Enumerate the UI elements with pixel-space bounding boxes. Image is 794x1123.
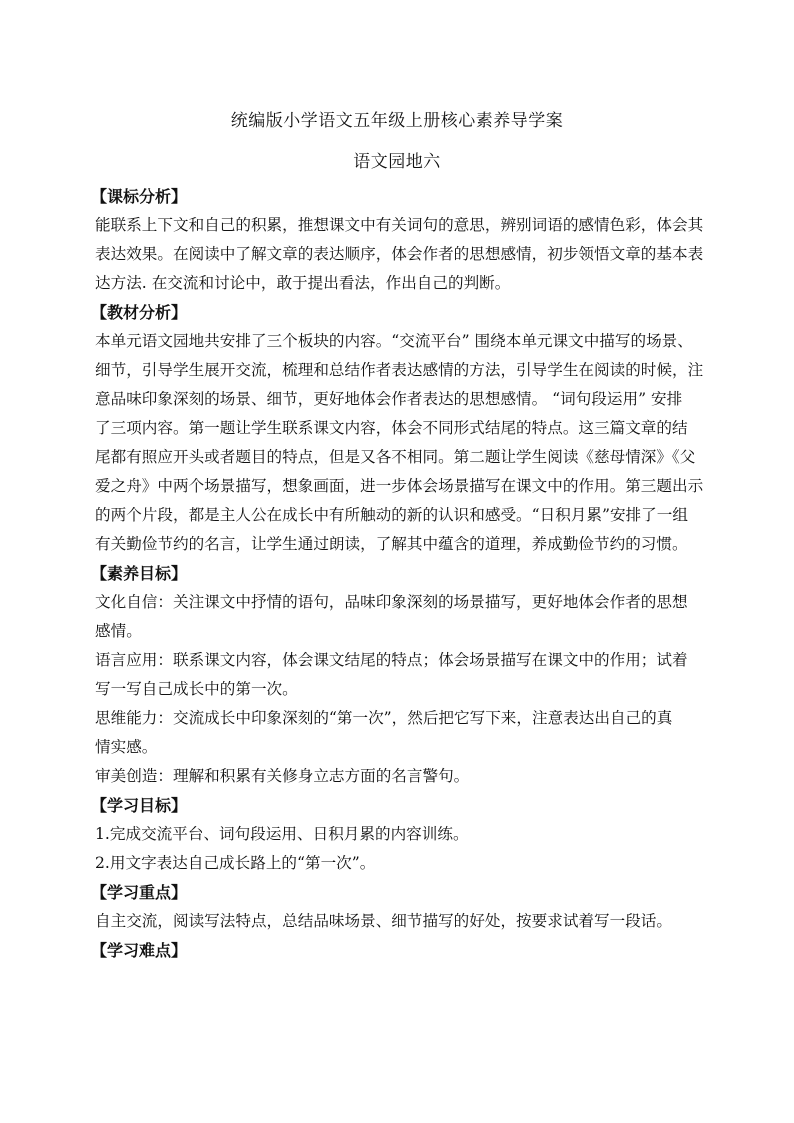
paragraph-line: 了三项内容。第一题让学生联系课文内容，体会不同形式结尾的特点。这三篇文章的结: [95, 419, 688, 437]
section-heading: 【教材分析】: [91, 303, 188, 322]
section-heading: 【课标分析】: [91, 187, 188, 206]
paragraph-line: 自主交流，阅读写法特点，总结品味场景、细节描写的好处，按要求试着写一段话。: [95, 912, 672, 930]
paragraph-line: 达方法. 在交流和讨论中，敢于提出看法，作出自己的判断。: [95, 274, 511, 292]
paragraph-line: 表达效果。在阅读中了解文章的表达顺序，体会作者的思想感情，初步领悟文章的基本表: [95, 245, 704, 263]
paragraph-line: 写一写自己成长中的第一次。: [95, 680, 298, 698]
section-heading: 【素养目标】: [91, 564, 188, 583]
section-heading: 【学习难点】: [91, 941, 188, 960]
paragraph-line: 尾都有照应开头或者题目的特点，但是又各不相同。第二题让学生阅读《慈母情深》《父: [95, 448, 696, 466]
document-subtitle: 语文园地六: [353, 152, 441, 172]
paragraph-line: 审美创造：理解和积累有关修身立志方面的名言警句。: [95, 767, 470, 785]
section-paragraph: [95, 820, 705, 878]
paragraph-line: 能联系上下文和自己的积累，推想课文中有关词句的意思，辨别词语的感情色彩，体会其: [95, 216, 704, 234]
section-learning-goals: [91, 791, 705, 878]
section-paragraph: [95, 327, 705, 559]
section-paragraph: [95, 211, 705, 298]
document-title: 统编版小学语文五年级上册核心素养导学案: [230, 111, 564, 131]
paragraph-line: 2.用文字表达自己成长路上的“第一次”。: [95, 854, 376, 872]
section-heading: 【学习重点】: [91, 883, 188, 902]
paragraph-line: 本单元语文园地共安排了三个板块的内容。“交流平台” 围绕本单元课文中描写的场景、: [95, 332, 693, 350]
section-difficult-points: [91, 936, 705, 965]
paragraph-line: 细节，引导学生展开交流，梳理和总结作者表达感情的方法，引导学生在阅读的时候，注: [95, 361, 704, 379]
paragraph-line: 1.完成交流平台、词句段运用、日积月累的内容训练。: [95, 825, 469, 843]
paragraph-line: 意品味印象深刻的场景、细节，更好地体会作者表达的思想感情。 “词句段运用” 安排: [95, 390, 683, 408]
section-paragraph: [95, 907, 705, 936]
section-key-points: [91, 878, 705, 936]
paragraph-line: 情实感。: [95, 738, 158, 756]
paragraph-line: 的两个片段，都是主人公在成长中有所触动的新的认识和感受。“日积月累”安排了一组: [95, 506, 688, 524]
paragraph-line: 思维能力：交流成长中印象深刻的“第一次”，然后把它写下来，注意表达出自己的真: [95, 709, 673, 727]
section-paragraph: [95, 588, 705, 791]
section-literacy-goals: [91, 559, 705, 791]
paragraph-line: 语言应用：联系课文内容，体会课文结尾的特点；体会场景描写在课文中的作用；试着: [95, 651, 688, 669]
section-textbook-analysis: [91, 298, 705, 559]
section-curriculum-analysis: [91, 182, 705, 298]
section-heading: 【学习目标】: [91, 796, 188, 815]
document-body: [91, 182, 705, 965]
paragraph-line: 爱之舟》中两个场景描写，想象画面，进一步体会场景描写在课文中的作用。第三题出示: [95, 477, 704, 495]
paragraph-line: 有关勤俭节约的名言，让学生通过朗读，了解其中蕴含的道理，养成勤俭节约的习惯。: [95, 535, 688, 553]
paragraph-line: 文化自信：关注课文中抒情的语句，品味印象深刻的场景描写，更好地体会作者的思想: [95, 593, 688, 611]
paragraph-line: 感情。: [95, 622, 142, 640]
